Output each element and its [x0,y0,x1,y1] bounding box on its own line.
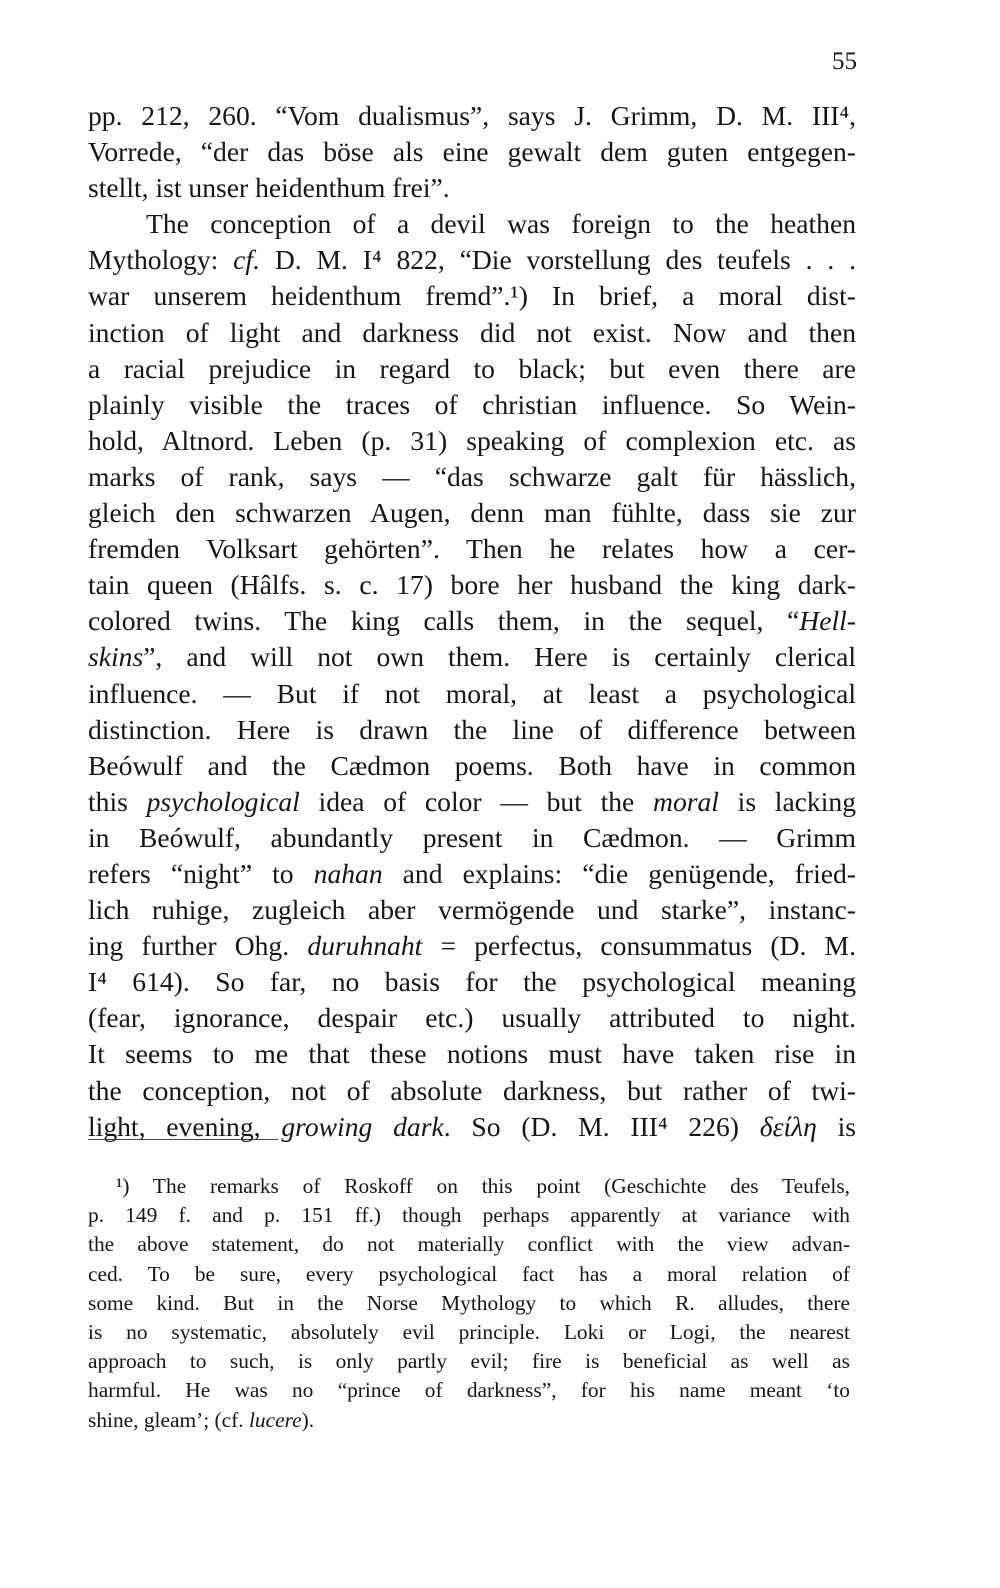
italic-text: nahan [313,857,383,889]
text-line [88,928,856,964]
text-segment: Beówulf and the Cædmon poems. Both have in common [88,749,856,781]
italic-text: moral [653,785,719,817]
footnote-line [88,1172,850,1201]
footnote-line [88,1289,850,1318]
text-segment: Mythology: [88,244,234,276]
text-line [88,242,856,278]
text-segment: the conception, not of absolute darkness, but rather of twi- [88,1074,856,1106]
text-segment: and explains: “die genügende, fried- [382,857,856,889]
text-segment: D. M. I⁴ 822, “Die vorstellung des teufels . . . [259,244,856,276]
text-segment: light, evening, [88,1110,282,1142]
text-line [88,134,856,170]
text-segment: a racial prejudice in regard to black; but even there are [88,352,856,384]
text-segment: . So (D. M. III⁴ 226) [443,1110,760,1142]
text-segment: influence. — But if not moral, at least a psychological [88,677,856,709]
italic-text: growing dark [281,1110,444,1142]
text-line [88,892,856,928]
text-line [88,784,856,820]
italic-text: cf. [233,244,260,276]
text-segment: colored twins. The king calls them, in the sequel, “ [88,605,800,637]
text-segment: The conception of a devil was foreign to the heathen [146,208,856,240]
footnote-line [88,1347,850,1376]
text-segment: marks of rank, says — “das schwarze galt für hässlich, [88,460,856,492]
text-segment: inction of light and darkness did not exist. Now and then [88,316,856,348]
italic-text: lucere [248,1407,302,1432]
text-segment: hold, Altnord. Leben (p. 31) speaking of complexion etc. as [88,424,856,456]
text-line [88,387,856,423]
text-segment: plainly visible the traces of christian influence. So Wein- [88,388,856,420]
text-line [88,495,856,531]
text-line [88,315,856,351]
text-line [88,603,856,639]
text-line [88,964,856,1000]
footnote-line [88,1376,850,1405]
text-segment: fremden Volksart gehörten”. Then he relates how a cer- [88,533,856,565]
text-line [88,1036,856,1072]
text-segment: ”, and will not own them. Here is certainly clerical [143,641,856,673]
italic-text: duruhnaht [307,930,423,962]
footnote-line [88,1230,850,1259]
text-segment: some kind. But in the Norse Mythology to which R. alludes, there [88,1290,850,1315]
text-segment: stellt, ist unser heidenthum frei”. [88,172,450,204]
text-segment: in Beówulf, abundantly present in Cædmon. — Grimm [88,821,856,853]
text-line [88,423,856,459]
text-segment: the above statement, do not materially conflict with the view advan- [88,1232,850,1257]
text-line [88,1000,856,1036]
italic-text: skins [88,641,144,673]
footnote-divider [88,1139,278,1140]
text-line [88,278,856,314]
text-line [88,567,856,603]
text-line [88,1073,856,1109]
italic-text: Hell- [799,605,856,637]
text-segment: tain queen (Hâlfs. s. c. 17) bore her husband the king dark- [88,569,856,601]
text-segment: idea of color — but the [299,785,654,817]
page-number: 55 [832,48,857,75]
text-line [88,459,856,495]
text-segment: = perfectus, consummatus (D. M. [422,930,856,962]
text-segment: p. 149 f. and p. 151 ff.) though perhaps apparently at variance with [88,1203,850,1228]
text-segment: is lacking [718,785,856,817]
text-segment: gleich den schwarzen Augen, denn man fühlte, dass sie zur [88,497,856,529]
text-line [88,856,856,892]
text-line [88,820,856,856]
text-segment: Vorrede, “der das böse als eine gewalt dem guten entgegen- [88,136,856,168]
footnote [88,1172,850,1435]
text-line [88,531,856,567]
text-segment: shine, gleam’; (cf. [88,1407,249,1432]
footnote-line [88,1318,850,1347]
text-line [88,206,856,242]
footnote-line [88,1201,850,1230]
text-segment: harmful. He was no “prince of darkness”, for his name meant ‘to [88,1378,850,1403]
text-segment: pp. 212, 260. “Vom dualismus”, says J. Grimm, D. M. III⁴, [88,100,856,131]
text-line [88,170,856,206]
text-segment: distinction. Here is drawn the line of difference between [88,713,856,745]
text-segment: It seems to me that these notions must have taken rise in [88,1038,856,1070]
text-line [88,712,856,748]
text-segment: refers “night” to [88,857,314,889]
text-segment: is no systematic, absolutely evil principle. Loki or Logi, the nearest [88,1320,850,1345]
italic-text: psychological [146,785,300,817]
text-line [88,676,856,712]
main-text [88,98,856,1145]
text-segment: is [816,1110,856,1142]
text-segment: I⁴ 614). So far, no basis for the psychological meaning [88,966,856,998]
text-segment: ced. To be sure, every psychological fact has a moral relation of [88,1261,850,1286]
text-segment: ). [301,1407,315,1432]
text-segment: ing further Ohg. [88,930,308,962]
italic-text: δείλη [759,1110,817,1142]
text-segment: approach to such, is only partly evil; fire is beneficial as well as [88,1349,850,1374]
text-segment: lich ruhige, zugleich aber vermögende und starke”, instanc- [88,894,856,926]
footnote-line [88,1260,850,1289]
text-line [88,748,856,784]
footnote-line [88,1406,850,1435]
text-line [88,639,856,675]
text-segment: this [88,785,147,817]
text-segment: war unserem heidenthum fremd”.¹) In brief, a moral dist- [88,280,856,312]
text-segment: ¹) The remarks of Roskoff on this point (Geschichte des Teufels, [116,1174,850,1198]
text-line [88,351,856,387]
text-segment: (fear, ignorance, despair etc.) usually attributed to night. [88,1002,856,1034]
text-line [88,98,856,134]
